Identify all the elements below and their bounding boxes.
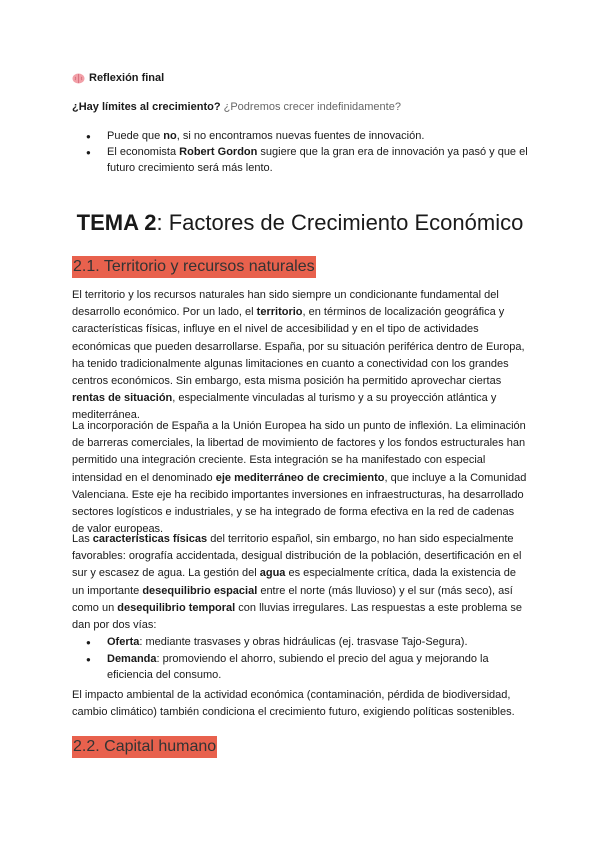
brain-icon xyxy=(72,73,85,84)
water-bullet-list xyxy=(72,634,528,684)
reflection-heading xyxy=(72,72,164,84)
paragraph-impacto-ambiental: El impacto ambiental de la actividad económica (contaminación, pérdida de biodiversidad, cambio climático) también condiciona el crecimiento futuro, exigiendo políticas sostenibles. xyxy=(72,689,515,719)
paragraph-territorio: El territorio y los recursos naturales han sido siempre un condicionante fundamental del desarrollo económico. Por un lado, el territorio, en términos de localización geográfica y características físicas, influye en el nivel de accesibilidad y en el tipo de actividades económicas que pueden desarrollarse. España, por su situación periférica dentro de Europa, ha tenido tradicionalmente algunas limitaciones en cuanto a conectividad con los grandes centros económicos. Sin embargo, esta misma posición ha permitido aprovechar ciertas rentas de situación, especialmente vinculadas al turismo y a su proyección atlántica y mediterránea. xyxy=(72,289,525,422)
section-heading-capital-humano: 2.2. Capital humano xyxy=(72,738,217,756)
reflection-bullet-list xyxy=(72,128,528,176)
section-heading-territorio: 2.1. Territorio y recursos naturales xyxy=(72,258,316,276)
list-item: ● Demanda: promoviendo el ahorro, subiendo el precio del agua y mejorando la eficiencia del consumo. xyxy=(72,651,528,684)
page-title xyxy=(72,210,528,236)
reflection-title: Reflexión final xyxy=(89,72,165,84)
paragraph-union-europea: La incorporación de España a la Unión Europea ha sido un punto de inflexión. La eliminación de barreras comerciales, la libertad de movimiento de factores y los fondos estructurales han permitido una integración creciente. Esta integración se ha manifestado con especial intensidad en el denominado eje mediterráneo de crecimiento, que incluye a la Comunidad Valenciana. Este eje ha recibido importantes inversiones en infraestructuras, ha desarrollado sectores logísticos e industriales, y se ha integrado de forma efectiva en la red de cadenas de valor europeas. xyxy=(72,420,527,536)
list-item: ● Oferta: mediante trasvases y obras hidráulicas (ej. trasvase Tajo-Segura). xyxy=(72,634,528,651)
question-bold: ¿Hay límites al crecimiento? xyxy=(72,101,221,113)
title-bold: TEMA 2 xyxy=(76,210,157,235)
list-item: ● Puede que no, si no encontramos nuevas fuentes de innovación. xyxy=(72,128,528,144)
growth-question xyxy=(72,101,401,113)
question-grey: ¿Podremos crecer indefinidamente? xyxy=(223,101,401,113)
title-rest: : Factores de Crecimiento Económico xyxy=(156,210,524,235)
paragraph-caracteristicas: Las características físicas del territorio español, sin embargo, no han sido especialmente favorables: orografía accidentada, desigual distribución de la población, desertificación en el sur y escasez de agua. La gestión del agua es especialmente crítica, dada la existencia de un importante desequilibrio espacial entre el norte (más lluvioso) y el sur (más seco), así como un desequilibrio temporal con lluvias irregulares. Las respuestas a este problema se dan por dos vías: xyxy=(72,533,522,632)
list-item: ● El economista Robert Gordon sugiere que la gran era de innovación ya pasó y que el futuro crecimiento será más lento. xyxy=(72,144,528,176)
